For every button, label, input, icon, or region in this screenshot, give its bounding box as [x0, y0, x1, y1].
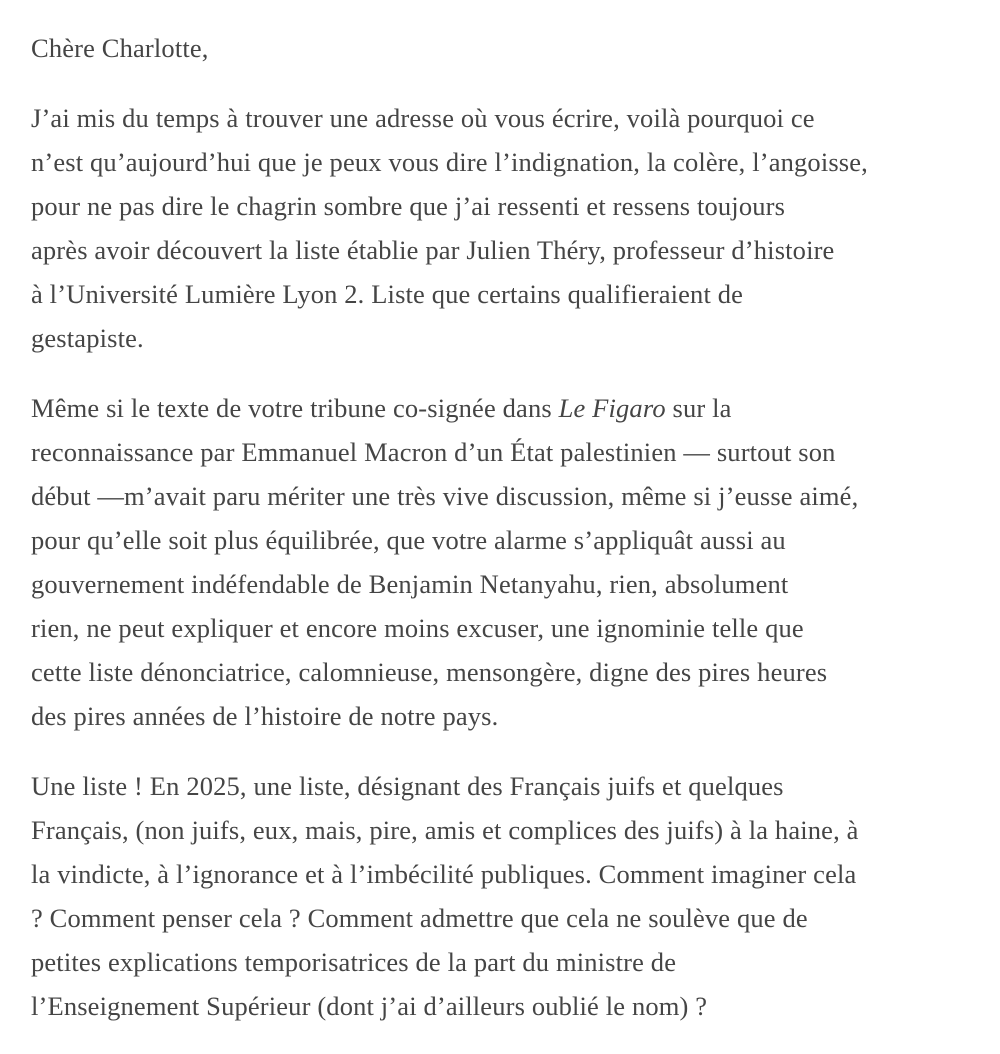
paragraph-2	[31, 386, 981, 738]
text-line: des pires années de l’histoire de notre pays.	[31, 701, 499, 731]
text-line: petites explications temporisatrices de la part du ministre de	[31, 947, 677, 977]
text-line: n’est qu’aujourd’hui que je peux vous dire l’indignation, la colère, l’angoisse,	[31, 147, 868, 177]
text-line: reconnaissance par Emmanuel Macron d’un État palestinien — surtout son	[31, 437, 836, 467]
salutation-text: Chère Charlotte,	[31, 33, 209, 63]
text-line: l’Enseignement Supérieur (dont j’ai d’ailleurs oublié le nom) ?	[31, 991, 708, 1021]
text-line: gouvernement indéfendable de Benjamin Netanyahu, rien, absolument	[31, 569, 789, 599]
text-line: à l’Université Lumière Lyon 2. Liste que certains qualifieraient de	[31, 279, 744, 309]
paragraph-1	[31, 96, 981, 360]
text-line: gestapiste.	[31, 323, 144, 353]
publication-title: Le Figaro	[558, 393, 666, 423]
text-line: après avoir découvert la liste établie par Julien Théry, professeur d’histoire	[31, 235, 835, 265]
text-line: J’ai mis du temps à trouver une adresse où vous écrire, voilà pourquoi ce	[31, 103, 815, 133]
text-line: rien, ne peut expliquer et encore moins excuser, une ignominie telle que	[31, 613, 804, 643]
text-segment: sur la	[665, 393, 732, 423]
text-line: Français, (non juifs, eux, mais, pire, amis et complices des juifs) à la haine, à	[31, 815, 859, 845]
text-line: Une liste ! En 2025, une liste, désignant des Français juifs et quelques	[31, 771, 784, 801]
text-line: pour qu’elle soit plus équilibrée, que votre alarme s’appliquât aussi au	[31, 525, 786, 555]
text-line: pour ne pas dire le chagrin sombre que j’ai ressenti et ressens toujours	[31, 191, 786, 221]
text-line: début —m’avait paru mériter une très vive discussion, même si j’eusse aimé,	[31, 481, 859, 511]
text-line: ? Comment penser cela ? Comment admettre que cela ne soulève que de	[31, 903, 808, 933]
text-line: cette liste dénonciatrice, calomnieuse, mensongère, digne des pires heures	[31, 657, 828, 687]
letter-body	[31, 26, 981, 1054]
paragraph-3	[31, 764, 981, 1028]
text-line: la vindicte, à l’ignorance et à l’imbécilité publiques. Comment imaginer cela	[31, 859, 857, 889]
salutation	[31, 26, 981, 70]
text-segment: Même si le texte de votre tribune co-signée dans	[31, 393, 559, 423]
text-line	[31, 386, 981, 430]
